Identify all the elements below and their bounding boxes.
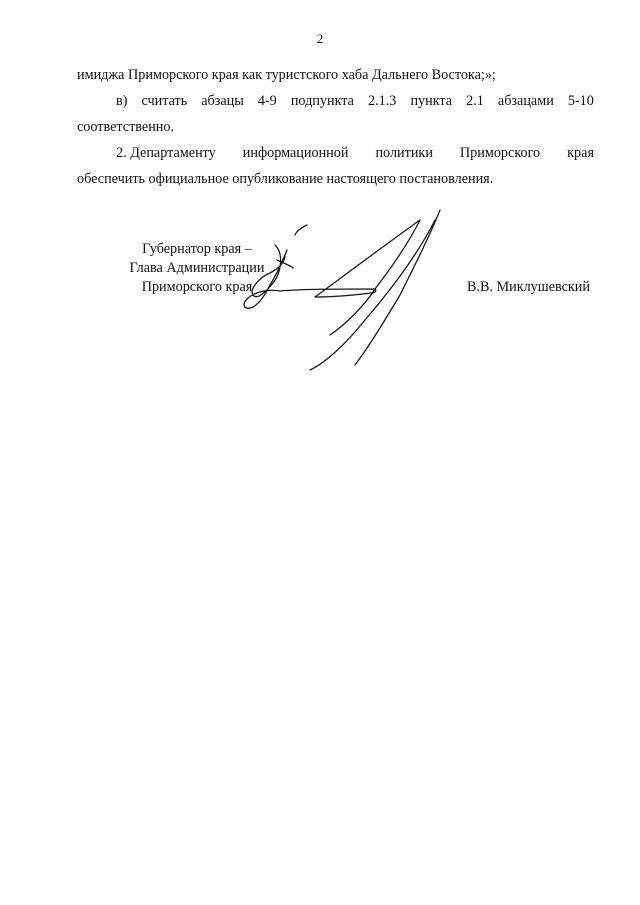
word: 2.1.3 xyxy=(368,93,397,109)
word: считать xyxy=(141,93,188,109)
signer-title-line-2: Глава Администрации xyxy=(129,260,265,276)
signature-stroke xyxy=(295,225,307,235)
signer-name: В.В. Миклушевский xyxy=(466,279,590,295)
paragraph-line-3: соответственно. xyxy=(77,119,175,135)
word: 2. Департаменту xyxy=(116,145,216,161)
handwritten-signature xyxy=(235,205,465,375)
paragraph-line-4 xyxy=(77,140,594,166)
signer-title-line-3: Приморского края xyxy=(141,279,253,295)
word: абзацы xyxy=(201,93,244,109)
word: подпункта xyxy=(290,93,354,109)
signature-stroke xyxy=(315,293,371,297)
word: в) xyxy=(116,93,128,109)
signature-stroke xyxy=(310,220,435,370)
signature-stroke xyxy=(280,289,376,293)
word: 4-9 xyxy=(257,93,277,109)
paragraph-line-1: имиджа Приморского края как туристского хаба Дальнего Востока;»; xyxy=(77,67,496,83)
word: информационной xyxy=(242,145,349,161)
word: пункта xyxy=(410,93,453,109)
document-body xyxy=(77,62,594,192)
word: абзацами xyxy=(497,93,554,109)
word: 5-10 xyxy=(567,93,594,109)
paragraph-line-2 xyxy=(77,88,594,114)
word: политики xyxy=(375,145,433,161)
paragraph-line-5: обеспечить официальное опубликование настоящего постановления. xyxy=(77,171,494,187)
page-number: 2 xyxy=(316,31,324,46)
word: 2.1 xyxy=(466,93,484,109)
word: края xyxy=(567,145,594,161)
word: Приморского xyxy=(459,145,541,161)
signer-title-line-1: Губернатор края – xyxy=(142,241,252,257)
